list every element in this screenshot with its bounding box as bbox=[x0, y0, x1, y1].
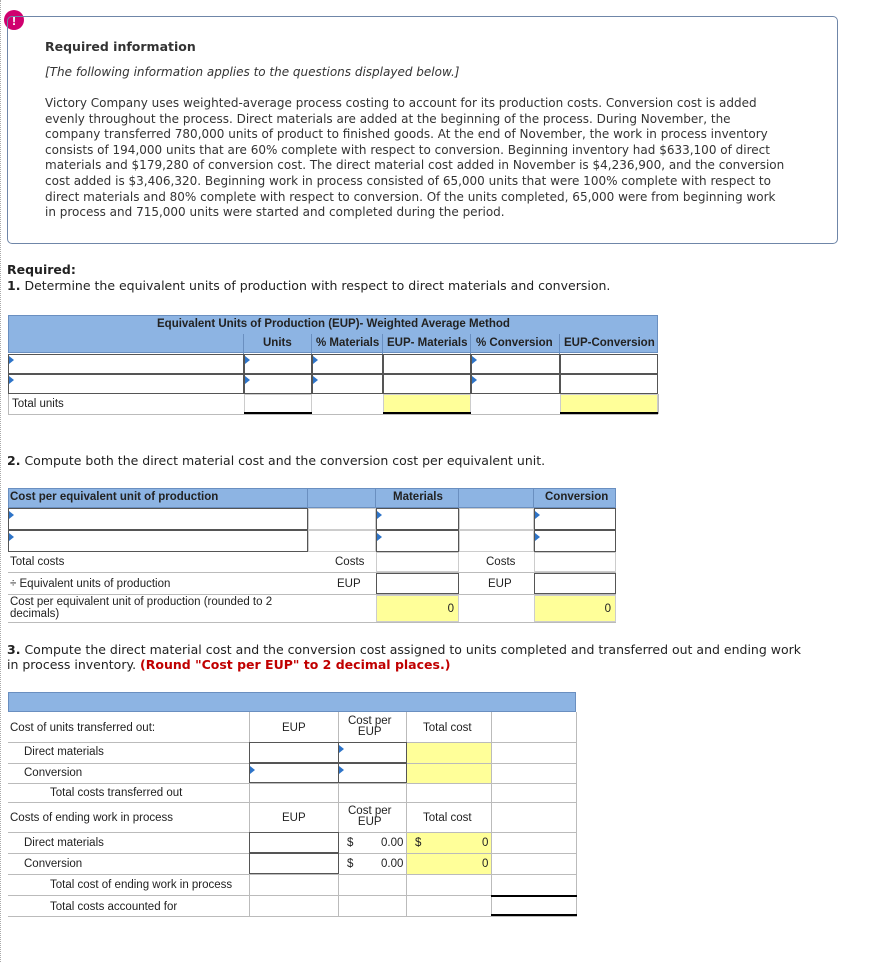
question-1-text: Determine the equivalent units of production with respect to direct materials and conversion. bbox=[24, 278, 611, 293]
transferred-dm-eup-input[interactable] bbox=[249, 742, 339, 763]
transferred-cost-per-eup-header bbox=[348, 716, 391, 738]
materials-header: Materials bbox=[393, 491, 443, 503]
ending-cost-per-eup-line-2: EUP bbox=[357, 816, 382, 828]
materials-cost-per-eup: 0 bbox=[376, 595, 459, 622]
cost-row-1-spacer bbox=[308, 508, 376, 530]
col-units: Units bbox=[263, 337, 292, 349]
cost-row-2-label-input[interactable] bbox=[8, 530, 308, 552]
total-ending-label: Total cost of ending work in process bbox=[50, 879, 233, 891]
ending-total-cost-header: Total cost bbox=[423, 812, 472, 824]
ending-dm-total: 0 bbox=[482, 837, 489, 849]
required-information-box bbox=[7, 16, 838, 244]
conversion-eup-input[interactable] bbox=[534, 573, 616, 594]
conversion-costs-label: Costs bbox=[486, 556, 516, 568]
question-3-number: 3. bbox=[7, 642, 21, 657]
question-3-text: Compute the direct material cost and the conversion cost assigned to units completed and transferred out and ending work in process inventory. bbox=[7, 642, 802, 672]
info-line: consists of 194,000 units that are 60% complete with respect to conversion. Beginning inventory had $633,100 of direct bbox=[45, 142, 770, 157]
cost-row-2-spacer-2 bbox=[459, 530, 534, 552]
cost-per-eup-label-line-1: Cost per equivalent unit of production (rounded to 2 bbox=[10, 596, 273, 608]
materials-eup-label: EUP bbox=[337, 578, 361, 590]
materials-eup-input[interactable] bbox=[376, 573, 459, 594]
eup-row-2-pct-conversion-input[interactable] bbox=[471, 374, 560, 394]
total-costs-label: Total costs bbox=[10, 556, 65, 568]
question-1 bbox=[7, 278, 610, 293]
cost-per-eup-label bbox=[10, 596, 272, 620]
ending-conv-label: Conversion bbox=[24, 858, 83, 870]
cost-row-1-label-input[interactable] bbox=[8, 508, 308, 530]
required-heading: Required: bbox=[7, 262, 76, 277]
info-line: direct materials and 80% complete with respect to conversion. Of the units completed, 65,000 were from beginning work bbox=[45, 189, 776, 204]
ending-conv-currency: $ bbox=[347, 858, 354, 870]
transferred-conv-label: Conversion bbox=[24, 767, 83, 779]
total-accounted-label: Total costs accounted for bbox=[50, 901, 178, 913]
cost-per-eup-label-line-2: decimals) bbox=[10, 608, 60, 620]
cost-table-title: Cost per equivalent unit of production bbox=[10, 491, 219, 503]
info-line: cost added is $3,406,320. Beginning work in process consisted of 65,000 units that were 100% complete with respect to bbox=[45, 173, 771, 188]
ending-cost-per-eup-line-1: Cost per bbox=[348, 805, 392, 817]
transferred-out-label: Cost of units transferred out: bbox=[10, 722, 156, 734]
cost-row-1-materials-input[interactable] bbox=[376, 508, 459, 530]
transferred-cost-per-eup-line-2: EUP bbox=[357, 726, 382, 738]
eup-row-2-pct-materials-input[interactable] bbox=[312, 374, 383, 394]
ending-dm-total-currency: $ bbox=[415, 837, 422, 849]
question-1-number: 1. bbox=[7, 278, 21, 293]
transferred-cost-per-eup-line-1: Cost per bbox=[348, 715, 392, 727]
transferred-eup-header: EUP bbox=[282, 722, 306, 734]
info-line: company transferred 780,000 units of product to finished goods. At the end of November, the work in process inventory bbox=[45, 127, 768, 142]
alert-icon: ! bbox=[4, 10, 24, 30]
materials-total-costs bbox=[376, 552, 459, 572]
ending-conv-total: 0 bbox=[482, 858, 489, 870]
assign-table-header bbox=[8, 692, 576, 712]
eup-row-1-pct-conversion-input[interactable] bbox=[471, 354, 560, 374]
page-edge bbox=[0, 0, 1, 962]
eup-row-2-label-input[interactable] bbox=[8, 374, 244, 394]
info-subtitle: [The following information applies to the questions displayed below.] bbox=[45, 65, 460, 79]
ending-eup-header: EUP bbox=[282, 812, 306, 824]
transferred-dm-label: Direct materials bbox=[24, 746, 104, 758]
ending-dm-cost-per: 0.00 bbox=[381, 837, 404, 849]
transferred-dm-total bbox=[407, 743, 491, 763]
ending-cost-per-eup-header bbox=[348, 806, 391, 828]
transferred-conv-total bbox=[407, 764, 491, 783]
ending-dm-eup-input[interactable] bbox=[249, 832, 339, 853]
info-line: evenly throughout the process. Direct materials are added at the beginning of the process. During November, the bbox=[45, 111, 731, 126]
conversion-cost-per-eup: 0 bbox=[534, 595, 616, 622]
col-eup-conversion: EUP-Conversion bbox=[564, 337, 655, 349]
ending-dm-currency: $ bbox=[347, 837, 354, 849]
info-line: in process and 715,000 units were started and completed during the period. bbox=[45, 205, 505, 220]
info-title: Required information bbox=[45, 39, 196, 54]
conversion-total-costs bbox=[534, 552, 616, 572]
transferred-total-cost-header: Total cost bbox=[423, 722, 472, 734]
ending-conv-total-cell bbox=[407, 854, 491, 874]
eup-divisor-label: ÷ Equivalent units of production bbox=[10, 578, 171, 590]
rounding-note: (Round "Cost per EUP" to 2 decimal places.) bbox=[140, 657, 451, 672]
cost-row-2-conversion-input[interactable] bbox=[534, 530, 616, 552]
materials-costs-label: Costs bbox=[335, 556, 365, 568]
cost-row-2-spacer bbox=[308, 530, 376, 552]
transferred-conv-eup-input[interactable] bbox=[249, 763, 339, 783]
info-line: Victory Company uses weighted-average process costing to account for its production costs. Conversion cost is added bbox=[45, 96, 757, 110]
conversion-header: Conversion bbox=[545, 491, 609, 503]
total-units-value bbox=[244, 394, 312, 414]
eup-row-1-eup-conversion-input[interactable] bbox=[560, 354, 658, 374]
info-line: materials and $179,280 of conversion cost. The direct material cost added in November is $4,236,900, and the conversion bbox=[45, 158, 785, 173]
col-eup-materials: EUP- Materials bbox=[387, 337, 468, 349]
eup-row-1-pct-materials-input[interactable] bbox=[312, 354, 383, 374]
cost-row-1-conversion-input[interactable] bbox=[534, 508, 616, 530]
eup-row-1-label-input[interactable] bbox=[8, 354, 244, 374]
ending-dm-label: Direct materials bbox=[24, 837, 104, 849]
col-pct-materials: % Materials bbox=[316, 337, 380, 349]
eup-row-2-units-input[interactable] bbox=[244, 374, 312, 394]
total-eup-conversion bbox=[560, 394, 658, 414]
total-eup-materials bbox=[383, 394, 471, 414]
conversion-eup-label: EUP bbox=[488, 578, 512, 590]
cost-row-1-spacer-2 bbox=[459, 508, 534, 530]
question-2 bbox=[7, 453, 545, 468]
eup-row-2-eup-materials-input[interactable] bbox=[383, 374, 471, 394]
eup-row-2-eup-conversion-input[interactable] bbox=[560, 374, 658, 394]
ending-conv-eup-input[interactable] bbox=[249, 853, 339, 874]
total-units-label: Total units bbox=[12, 398, 64, 410]
eup-table-title: Equivalent Units of Production (EUP)- Weighted Average Method bbox=[157, 318, 510, 330]
col-pct-conversion: % Conversion bbox=[476, 337, 553, 349]
transferred-conv-cost-per-input[interactable] bbox=[338, 763, 407, 783]
question-2-text: Compute both the direct material cost and the conversion cost per equivalent unit. bbox=[24, 453, 546, 468]
question-3 bbox=[7, 642, 807, 672]
question-2-number: 2. bbox=[7, 453, 21, 468]
total-transferred-label: Total costs transferred out bbox=[50, 787, 183, 799]
cost-row-2-materials-input[interactable] bbox=[376, 530, 459, 552]
info-body bbox=[45, 96, 825, 221]
eup-row-1-eup-materials-input[interactable] bbox=[383, 354, 471, 374]
eup-row-1-units-input[interactable] bbox=[244, 354, 312, 374]
ending-conv-cost-per: 0.00 bbox=[381, 858, 404, 870]
transferred-dm-cost-per-input[interactable] bbox=[338, 742, 407, 763]
ending-wip-label: Costs of ending work in process bbox=[10, 812, 173, 824]
